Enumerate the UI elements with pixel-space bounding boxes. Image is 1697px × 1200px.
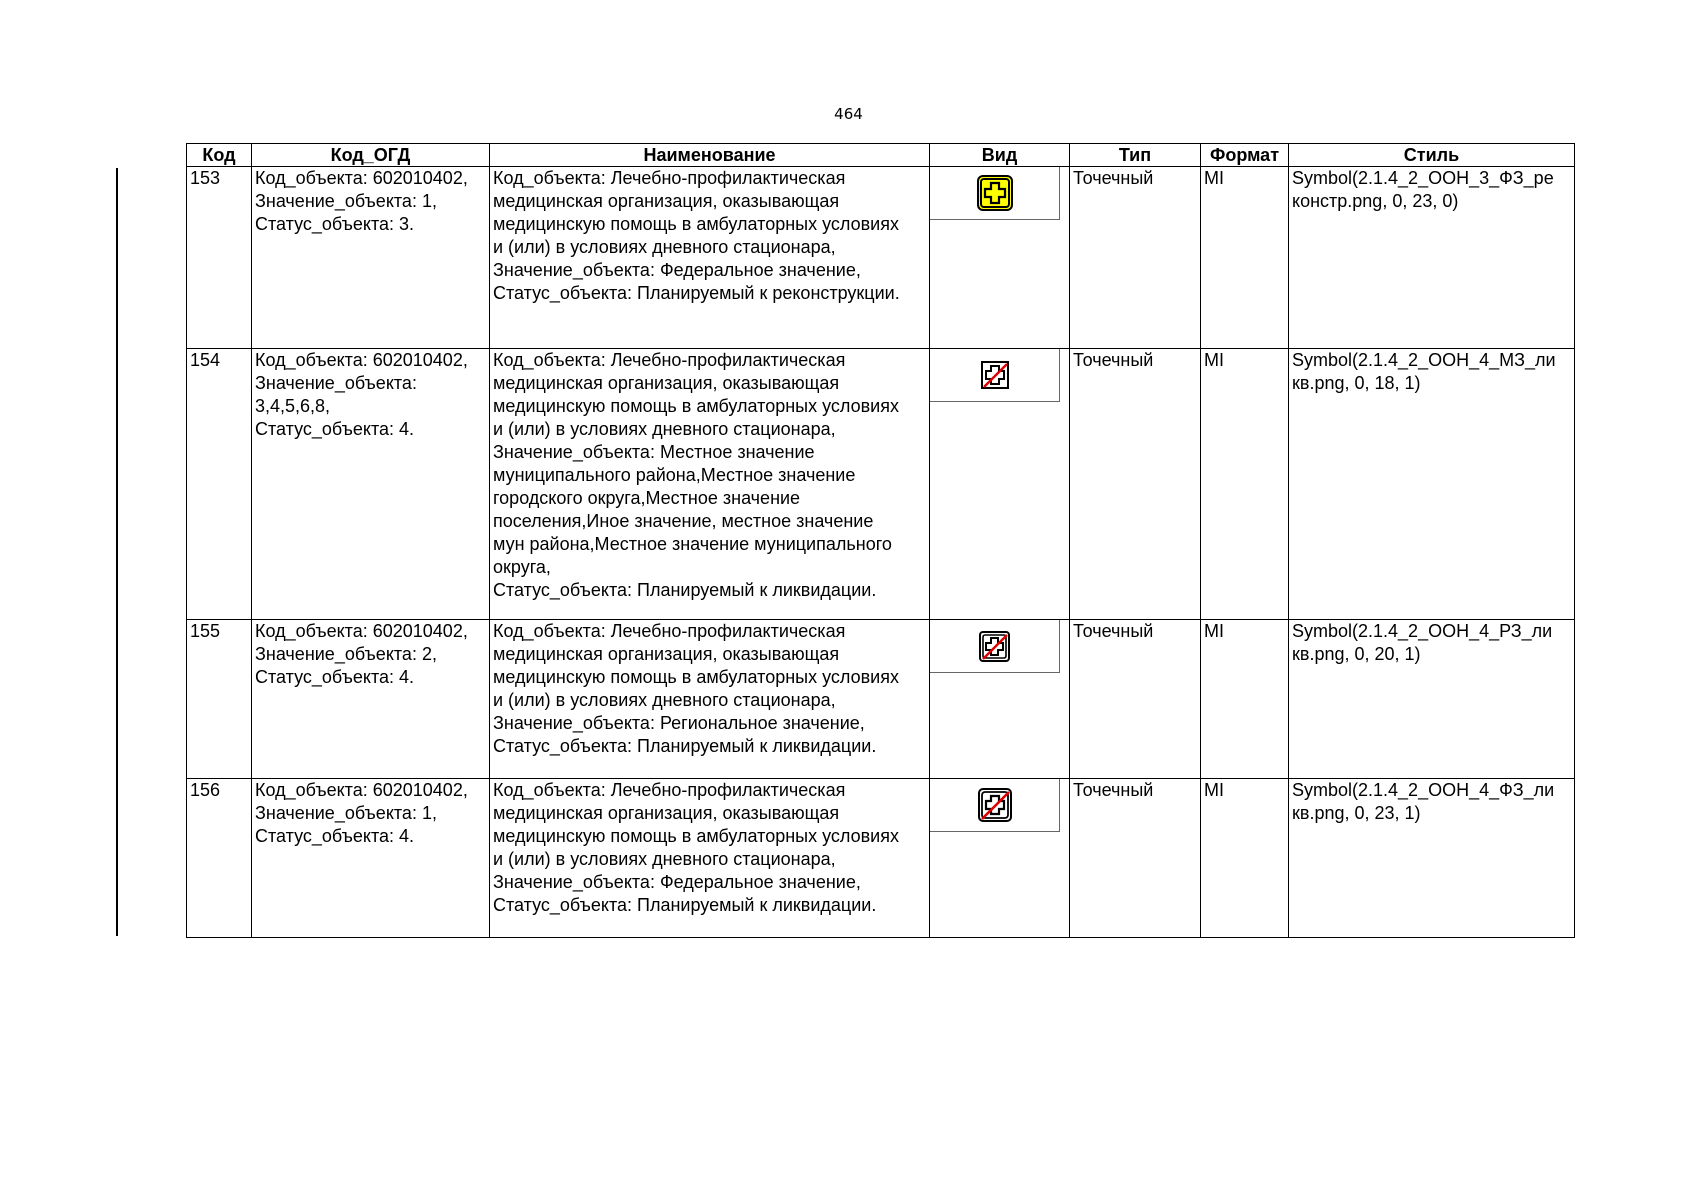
cell-type: Точечный (1070, 349, 1201, 620)
cell-type: Точечный (1070, 620, 1201, 779)
header-ogd: Код_ОГД (252, 144, 490, 167)
cell-name: Код_объекта: Лечебно-профилактическая медицинская организация, оказывающая медицинскую помощь в амбулаторных условиях и (или) в условиях дневного стационара, Значение_объекта: Местное значение муниципального района,Местное значение городского округа,Местное значение поселения,Иное значение, местное значение мун района,Местное значение муниципального округа, Статус_объекта: Планируемый к ликвидации. (490, 349, 930, 620)
cell-format: MI (1201, 349, 1289, 620)
symbol-preview (930, 348, 1060, 402)
header-name: Наименование (490, 144, 930, 167)
header-row (187, 144, 1575, 167)
cell-view (930, 779, 1070, 938)
crossed-out-medical-cross-icon (980, 360, 1010, 390)
cell-format: MI (1201, 779, 1289, 938)
yellow-medical-cross-icon (976, 174, 1014, 212)
cell-code: 153 (187, 167, 252, 349)
cell-style: Symbol(2.1.4_2_ООН_4_РЗ_ли кв.png, 0, 20, 1) (1289, 620, 1575, 779)
header-view: Вид (930, 144, 1070, 167)
cell-ogd: Код_объекта: 602010402, Значение_объекта: 1, Статус_объекта: 3. (252, 167, 490, 349)
page-number: 464 (834, 105, 863, 123)
cell-format: MI (1201, 620, 1289, 779)
table-row (187, 349, 1575, 620)
table-row (187, 167, 1575, 349)
symbol-preview (930, 619, 1060, 673)
header-style: Стиль (1289, 144, 1575, 167)
table-row (187, 620, 1575, 779)
cell-type: Точечный (1070, 779, 1201, 938)
cell-view (930, 620, 1070, 779)
cell-view (930, 167, 1070, 349)
crossed-out-medical-cross-icon (978, 630, 1011, 663)
header-type: Тип (1070, 144, 1201, 167)
cell-type: Точечный (1070, 167, 1201, 349)
cell-code: 156 (187, 779, 252, 938)
table-row (187, 779, 1575, 938)
cell-ogd: Код_объекта: 602010402, Значение_объекта: 1, Статус_объекта: 4. (252, 779, 490, 938)
symbol-table (186, 143, 1575, 938)
crossed-out-medical-cross-icon (977, 787, 1013, 823)
cell-style: Symbol(2.1.4_2_ООН_4_МЗ_ли кв.png, 0, 18, 1) (1289, 349, 1575, 620)
cell-name: Код_объекта: Лечебно-профилактическая медицинская организация, оказывающая медицинскую помощь в амбулаторных условиях и (или) в условиях дневного стационара, Значение_объекта: Региональное значение, Статус_объекта: Планируемый к ликвидации. (490, 620, 930, 779)
symbol-preview (930, 166, 1060, 220)
cell-code: 155 (187, 620, 252, 779)
cell-code: 154 (187, 349, 252, 620)
cell-format: MI (1201, 167, 1289, 349)
header-code: Код (187, 144, 252, 167)
cell-name: Код_объекта: Лечебно-профилактическая медицинская организация, оказывающая медицинскую помощь в амбулаторных условиях и (или) в условиях дневного стационара, Значение_объекта: Федеральное значение, Статус_объекта: Планируемый к ликвидации. (490, 779, 930, 938)
cell-style: Symbol(2.1.4_2_ООН_4_ФЗ_ли кв.png, 0, 23, 1) (1289, 779, 1575, 938)
cell-view (930, 349, 1070, 620)
cell-ogd: Код_объекта: 602010402, Значение_объекта: 2, Статус_объекта: 4. (252, 620, 490, 779)
margin-line (116, 168, 118, 936)
header-format: Формат (1201, 144, 1289, 167)
cell-style: Symbol(2.1.4_2_ООН_3_ФЗ_ре констр.png, 0, 23, 0) (1289, 167, 1575, 349)
symbol-preview (930, 778, 1060, 832)
cell-name: Код_объекта: Лечебно-профилактическая медицинская организация, оказывающая медицинскую помощь в амбулаторных условиях и (или) в условиях дневного стационара, Значение_объекта: Федеральное значение, Статус_объекта: Планируемый к реконструкции. (490, 167, 930, 349)
cell-ogd: Код_объекта: 602010402, Значение_объекта: 3,4,5,6,8, Статус_объекта: 4. (252, 349, 490, 620)
